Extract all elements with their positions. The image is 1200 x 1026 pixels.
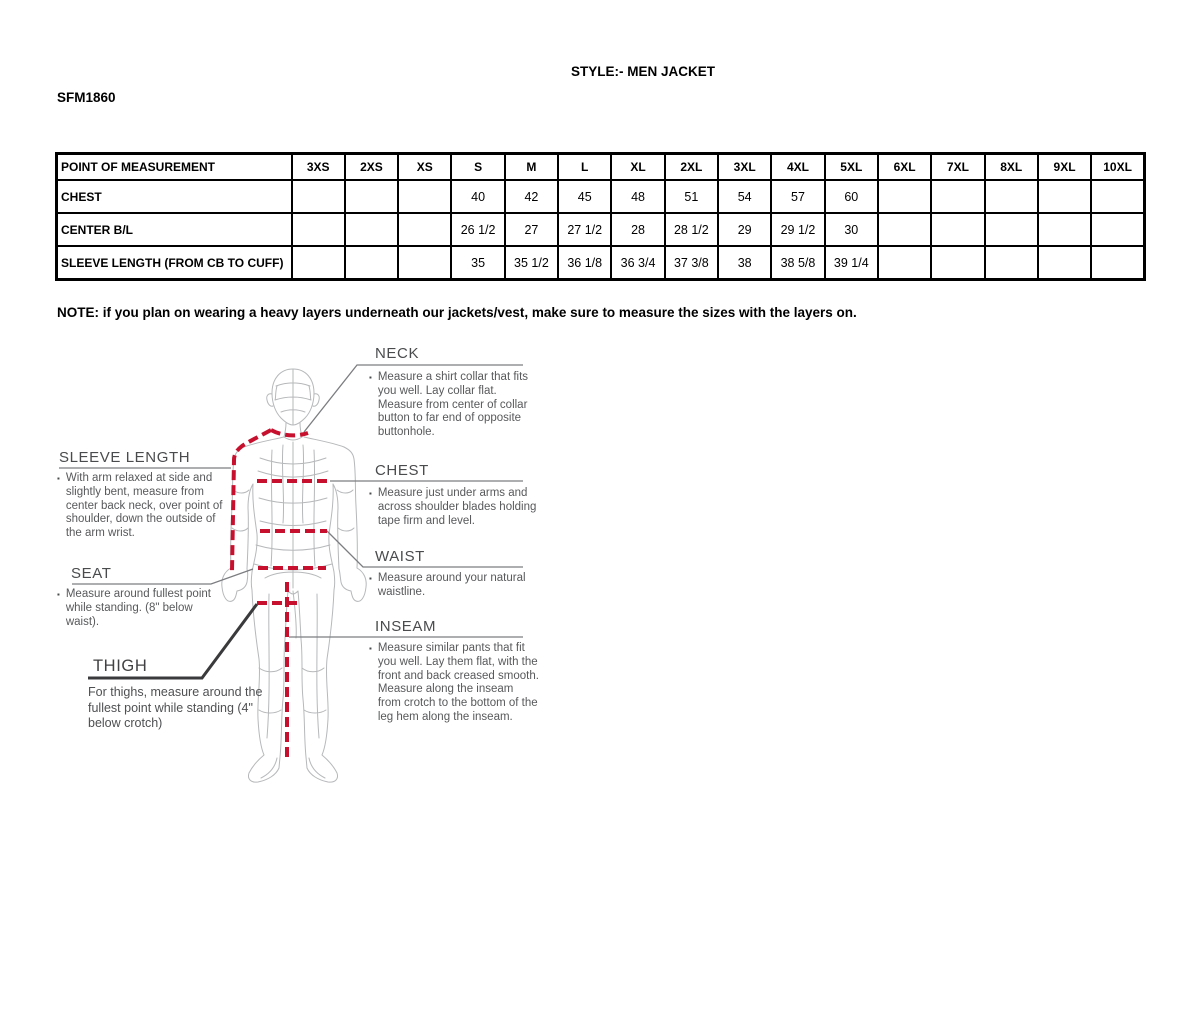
table-header-cell: 4XL <box>771 154 824 181</box>
table-cell <box>292 180 345 213</box>
table-cell: 29 1/2 <box>771 213 824 246</box>
table-header-cell: 8XL <box>985 154 1038 181</box>
bullet-icon: ▪ <box>369 373 372 382</box>
size-table <box>55 152 1146 281</box>
style-code: SFM1860 <box>57 90 116 105</box>
table-cell: 27 1/2 <box>558 213 611 246</box>
table-header-cell: 6XL <box>878 154 931 181</box>
table-cell <box>931 180 984 213</box>
thigh-description <box>88 685 273 732</box>
table-cell <box>292 213 345 246</box>
sleeve-length-description-text: With arm relaxed at side and slightly bent, measure from center back neck, over point of shoulder, down the outside of the arm wrist. <box>65 472 223 540</box>
table-cell <box>1091 246 1144 280</box>
measurement-figure <box>55 338 655 818</box>
table-row <box>57 213 1145 246</box>
table-cell: 39 1/4 <box>825 246 878 280</box>
table-cell: 38 <box>718 246 771 280</box>
seat-label: SEAT <box>71 565 112 582</box>
table-header-cell: XS <box>398 154 451 181</box>
chest-description-text: Measure just under arms and across shoulder blades holding tape firm and level. <box>377 487 537 527</box>
table-cell <box>1091 213 1144 246</box>
table-cell <box>292 246 345 280</box>
table-header-cell: M <box>505 154 558 181</box>
table-header-cell: XL <box>611 154 664 181</box>
bullet-icon: ▪ <box>369 489 372 498</box>
neck-description-text: Measure a shirt collar that fits you well. Lay collar flat. Measure from center of collar button to far end of opposite buttonhole. <box>377 371 529 439</box>
bullet-icon: ▪ <box>57 474 60 483</box>
sleeve-measure-line <box>232 430 271 571</box>
table-cell <box>985 180 1038 213</box>
inseam-label: INSEAM <box>375 618 437 635</box>
measurement-diagram <box>55 338 655 818</box>
waist-description-text: Measure around your natural waistline. <box>377 572 526 598</box>
table-row <box>57 246 1145 280</box>
table-cell: 57 <box>771 180 824 213</box>
chest-description <box>369 487 539 528</box>
table-header-cell: POINT OF MEASUREMENT <box>57 154 292 181</box>
table-cell: 36 1/8 <box>558 246 611 280</box>
table-cell: 48 <box>611 180 664 213</box>
waist-description <box>369 572 539 600</box>
table-cell <box>398 180 451 213</box>
table-header-cell: S <box>451 154 504 181</box>
thigh-description-text: For thighs, measure around the fullest point while standing (4" below crotch) <box>88 685 263 730</box>
inseam-description <box>369 642 539 725</box>
table-header-cell: L <box>558 154 611 181</box>
neck-description <box>369 371 539 440</box>
table-cell <box>931 213 984 246</box>
row-label-cell: CHEST <box>57 180 292 213</box>
table-header-cell: 7XL <box>931 154 984 181</box>
table-header-cell: 9XL <box>1038 154 1091 181</box>
seat-description <box>57 588 217 629</box>
table-cell <box>878 246 931 280</box>
table-cell <box>931 246 984 280</box>
table-header-cell: 3XS <box>292 154 345 181</box>
table-cell: 30 <box>825 213 878 246</box>
note-text: NOTE: if you plan on wearing a heavy layers underneath our jackets/vest, make sure to measure the sizes with the layers on. <box>57 305 857 320</box>
table-cell <box>985 213 1038 246</box>
table-cell: 28 <box>611 213 664 246</box>
table-cell: 35 <box>451 246 504 280</box>
table-cell <box>345 213 398 246</box>
table-cell: 27 <box>505 213 558 246</box>
inseam-description-text: Measure similar pants that fit you well. Lay them flat, with the front and back creased smooth. Measure along the inseam from crotch to the bottom of the leg hem along the inseam. <box>377 642 539 723</box>
document-title: STYLE:- MEN JACKET <box>571 64 716 79</box>
table-cell: 26 1/2 <box>451 213 504 246</box>
table-cell <box>1038 246 1091 280</box>
table-cell: 54 <box>718 180 771 213</box>
row-label-cell: CENTER B/L <box>57 213 292 246</box>
table-cell: 42 <box>505 180 558 213</box>
table-cell: 38 5/8 <box>771 246 824 280</box>
waist-label: WAIST <box>375 548 425 565</box>
table-cell: 51 <box>665 180 718 213</box>
table-cell <box>1038 213 1091 246</box>
table-header-cell: 2XS <box>345 154 398 181</box>
table-header-cell: 5XL <box>825 154 878 181</box>
table-cell <box>398 246 451 280</box>
table-cell: 29 <box>718 213 771 246</box>
bullet-icon: ▪ <box>369 644 372 653</box>
waist-leader-line <box>327 531 523 567</box>
table-header-cell: 3XL <box>718 154 771 181</box>
chest-label: CHEST <box>375 462 429 479</box>
table-header-row <box>57 154 1145 181</box>
table-cell: 40 <box>451 180 504 213</box>
neck-label: NECK <box>375 345 420 362</box>
table-cell: 35 1/2 <box>505 246 558 280</box>
thigh-label: THIGH <box>93 657 148 675</box>
sleeve-length-description <box>57 472 223 541</box>
table-cell: 60 <box>825 180 878 213</box>
table-cell <box>878 180 931 213</box>
neck-measure-line <box>271 430 308 435</box>
table-cell: 37 3/8 <box>665 246 718 280</box>
size-table-container <box>55 152 1146 281</box>
table-cell <box>878 213 931 246</box>
bullet-icon: ▪ <box>57 590 60 599</box>
sleeve-length-label: SLEEVE LENGTH <box>59 449 191 466</box>
table-header-cell: 10XL <box>1091 154 1144 181</box>
table-cell <box>398 213 451 246</box>
table-cell: 28 1/2 <box>665 213 718 246</box>
table-row <box>57 180 1145 213</box>
table-cell: 36 3/4 <box>611 246 664 280</box>
table-cell <box>985 246 1038 280</box>
table-cell <box>1091 180 1144 213</box>
table-header-cell: 2XL <box>665 154 718 181</box>
row-label-cell: SLEEVE LENGTH (FROM CB TO CUFF) <box>57 246 292 280</box>
table-cell <box>345 180 398 213</box>
table-cell: 45 <box>558 180 611 213</box>
bullet-icon: ▪ <box>369 574 372 583</box>
seat-description-text: Measure around fullest point while standing. (8" below waist). <box>65 588 211 628</box>
table-cell <box>345 246 398 280</box>
table-cell <box>1038 180 1091 213</box>
